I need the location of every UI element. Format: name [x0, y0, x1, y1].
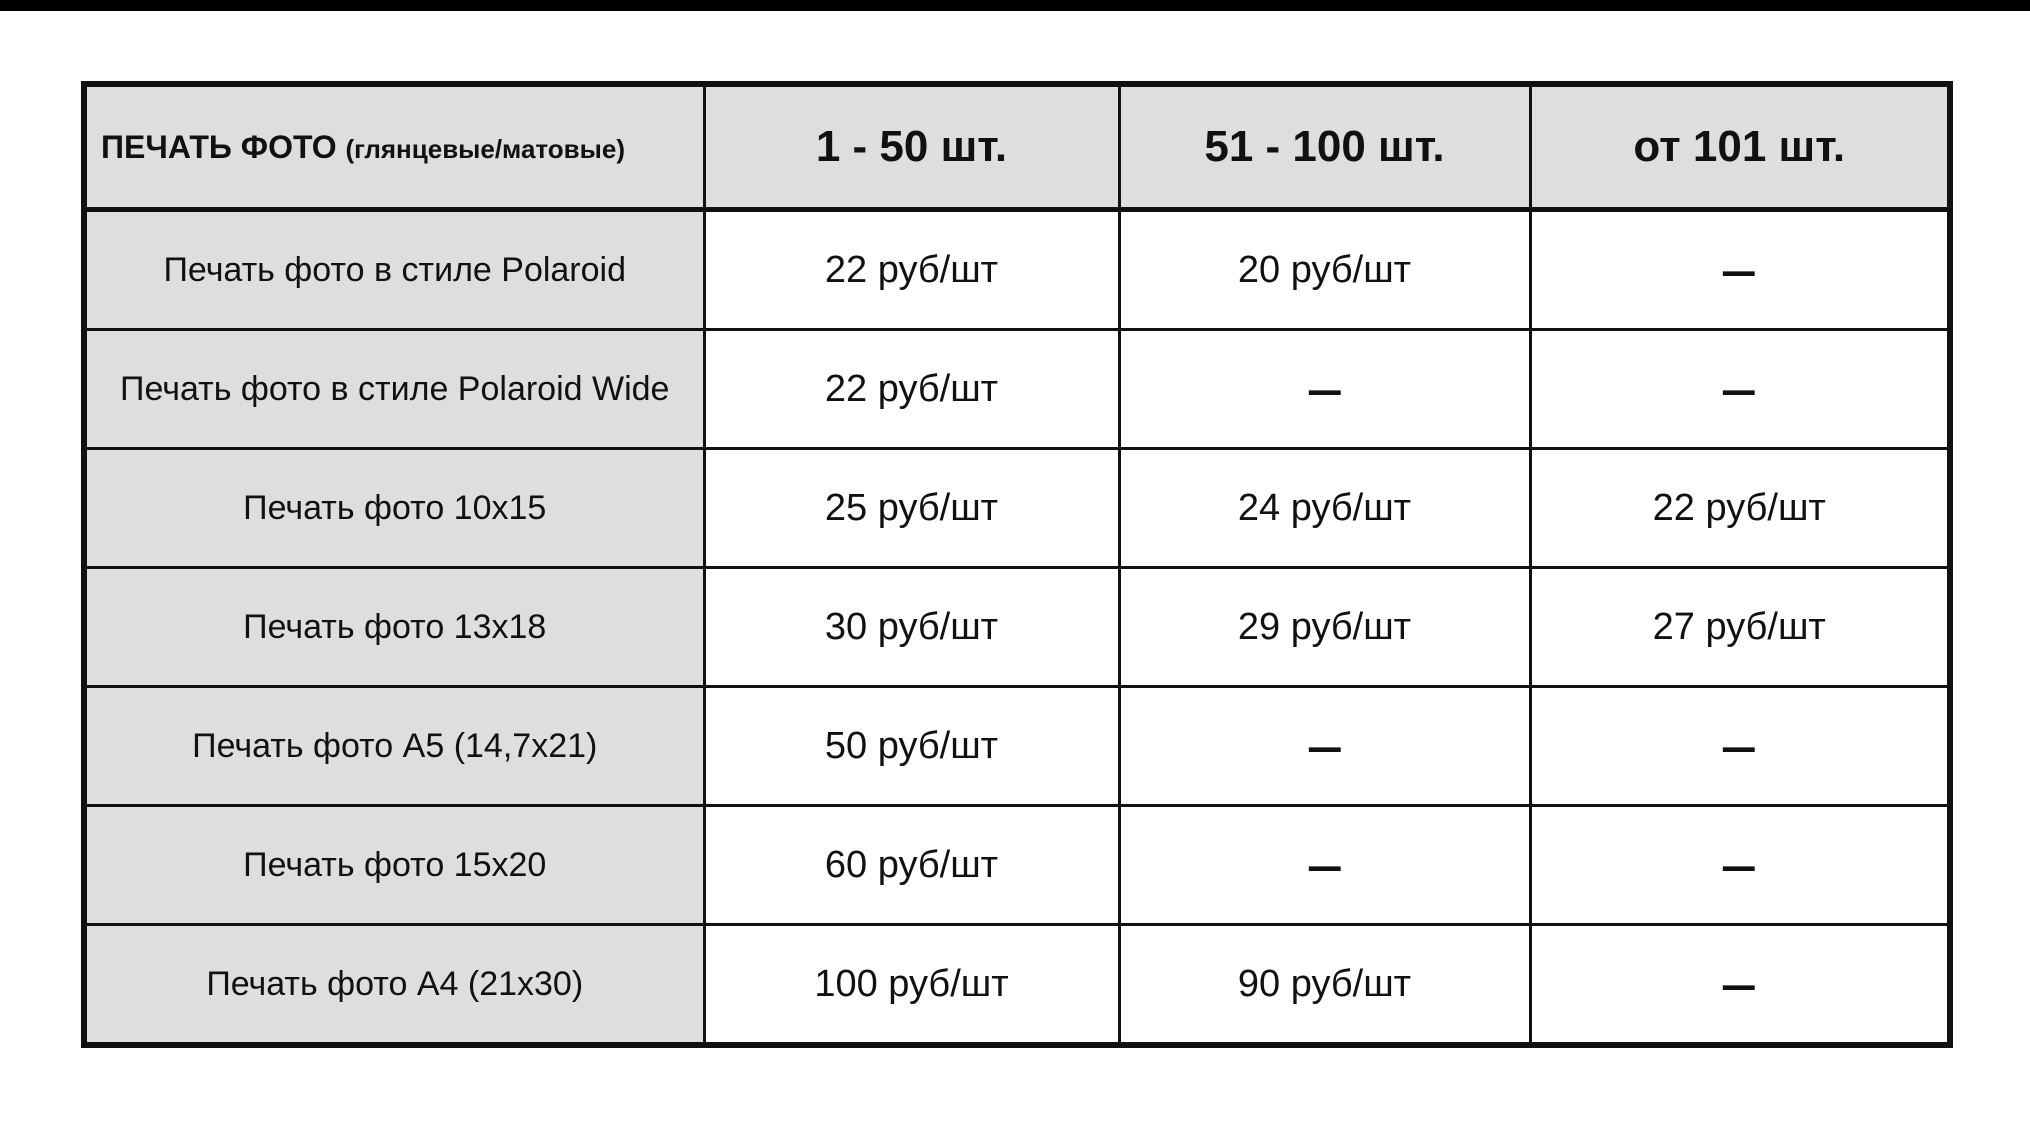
price-cell	[704, 568, 1119, 687]
unavailable-dash: –	[1306, 720, 1343, 772]
price-cell	[704, 330, 1119, 449]
unavailable-dash: –	[1721, 839, 1758, 891]
price-value: 24 руб/шт	[1237, 486, 1412, 529]
row-label: Печать фото А4 (21x30)	[84, 925, 704, 1046]
header-row	[84, 84, 1950, 210]
header-tier-2: 51 - 100 шт.	[1119, 84, 1530, 210]
table-body	[84, 210, 1950, 1046]
unavailable-dash: –	[1721, 958, 1758, 1010]
price-value: 29 руб/шт	[1237, 605, 1412, 648]
price-value: 30 руб/шт	[824, 605, 999, 648]
row-label: Печать фото 13x18	[84, 568, 704, 687]
price-cell	[1530, 925, 1950, 1046]
price-value: 27 руб/шт	[1652, 605, 1826, 648]
unavailable-dash: –	[1721, 363, 1758, 415]
price-cell	[1530, 568, 1950, 687]
price-value: 22 руб/шт	[1652, 486, 1826, 529]
price-cell	[704, 687, 1119, 806]
unavailable-dash: –	[1721, 720, 1758, 772]
price-cell	[1119, 687, 1530, 806]
price-cell	[1119, 210, 1530, 330]
top-border-bar	[0, 0, 2030, 11]
price-cell	[1119, 925, 1530, 1046]
unavailable-dash: –	[1721, 244, 1758, 296]
header-tier-1: 1 - 50 шт.	[704, 84, 1119, 210]
row-label: Печать фото 10x15	[84, 449, 704, 568]
table-row	[84, 449, 1950, 568]
row-label: Печать фото 15x20	[84, 806, 704, 925]
unavailable-dash: –	[1306, 839, 1343, 891]
unavailable-dash: –	[1306, 363, 1343, 415]
price-cell	[704, 210, 1119, 330]
header-tier-3: от 101 шт.	[1530, 84, 1950, 210]
price-value: 90 руб/шт	[1237, 962, 1412, 1005]
header-product-title: ПЕЧАТЬ ФОТО	[101, 128, 337, 165]
price-cell	[1119, 806, 1530, 925]
price-cell	[1530, 449, 1950, 568]
table-row	[84, 806, 1950, 925]
table-row	[84, 568, 1950, 687]
price-cell	[1530, 330, 1950, 449]
header-product	[84, 84, 704, 210]
row-label: Печать фото в стиле Polaroid	[84, 210, 704, 330]
price-value: 25 руб/шт	[824, 486, 999, 529]
price-value: 22 руб/шт	[824, 367, 999, 410]
price-value: 100 руб/шт	[814, 962, 1009, 1005]
price-cell	[1530, 687, 1950, 806]
table-header	[84, 84, 1950, 210]
price-cell	[1119, 449, 1530, 568]
price-value: 60 руб/шт	[824, 843, 999, 886]
price-cell	[704, 925, 1119, 1046]
price-value: 50 руб/шт	[824, 724, 999, 767]
header-product-subtitle: (глянцевые/матовые)	[345, 133, 625, 164]
price-cell	[704, 449, 1119, 568]
photo-print-price-table	[81, 81, 1953, 1048]
price-cell	[1530, 210, 1950, 330]
price-cell	[1119, 330, 1530, 449]
row-label: Печать фото А5 (14,7x21)	[84, 687, 704, 806]
table-row	[84, 925, 1950, 1046]
row-label: Печать фото в стиле Polaroid Wide	[84, 330, 704, 449]
price-value: 22 руб/шт	[824, 248, 999, 291]
price-value: 20 руб/шт	[1237, 248, 1412, 291]
price-cell	[1530, 806, 1950, 925]
table-row	[84, 687, 1950, 806]
table-row	[84, 210, 1950, 330]
price-cell	[1119, 568, 1530, 687]
table-row	[84, 330, 1950, 449]
price-cell	[704, 806, 1119, 925]
